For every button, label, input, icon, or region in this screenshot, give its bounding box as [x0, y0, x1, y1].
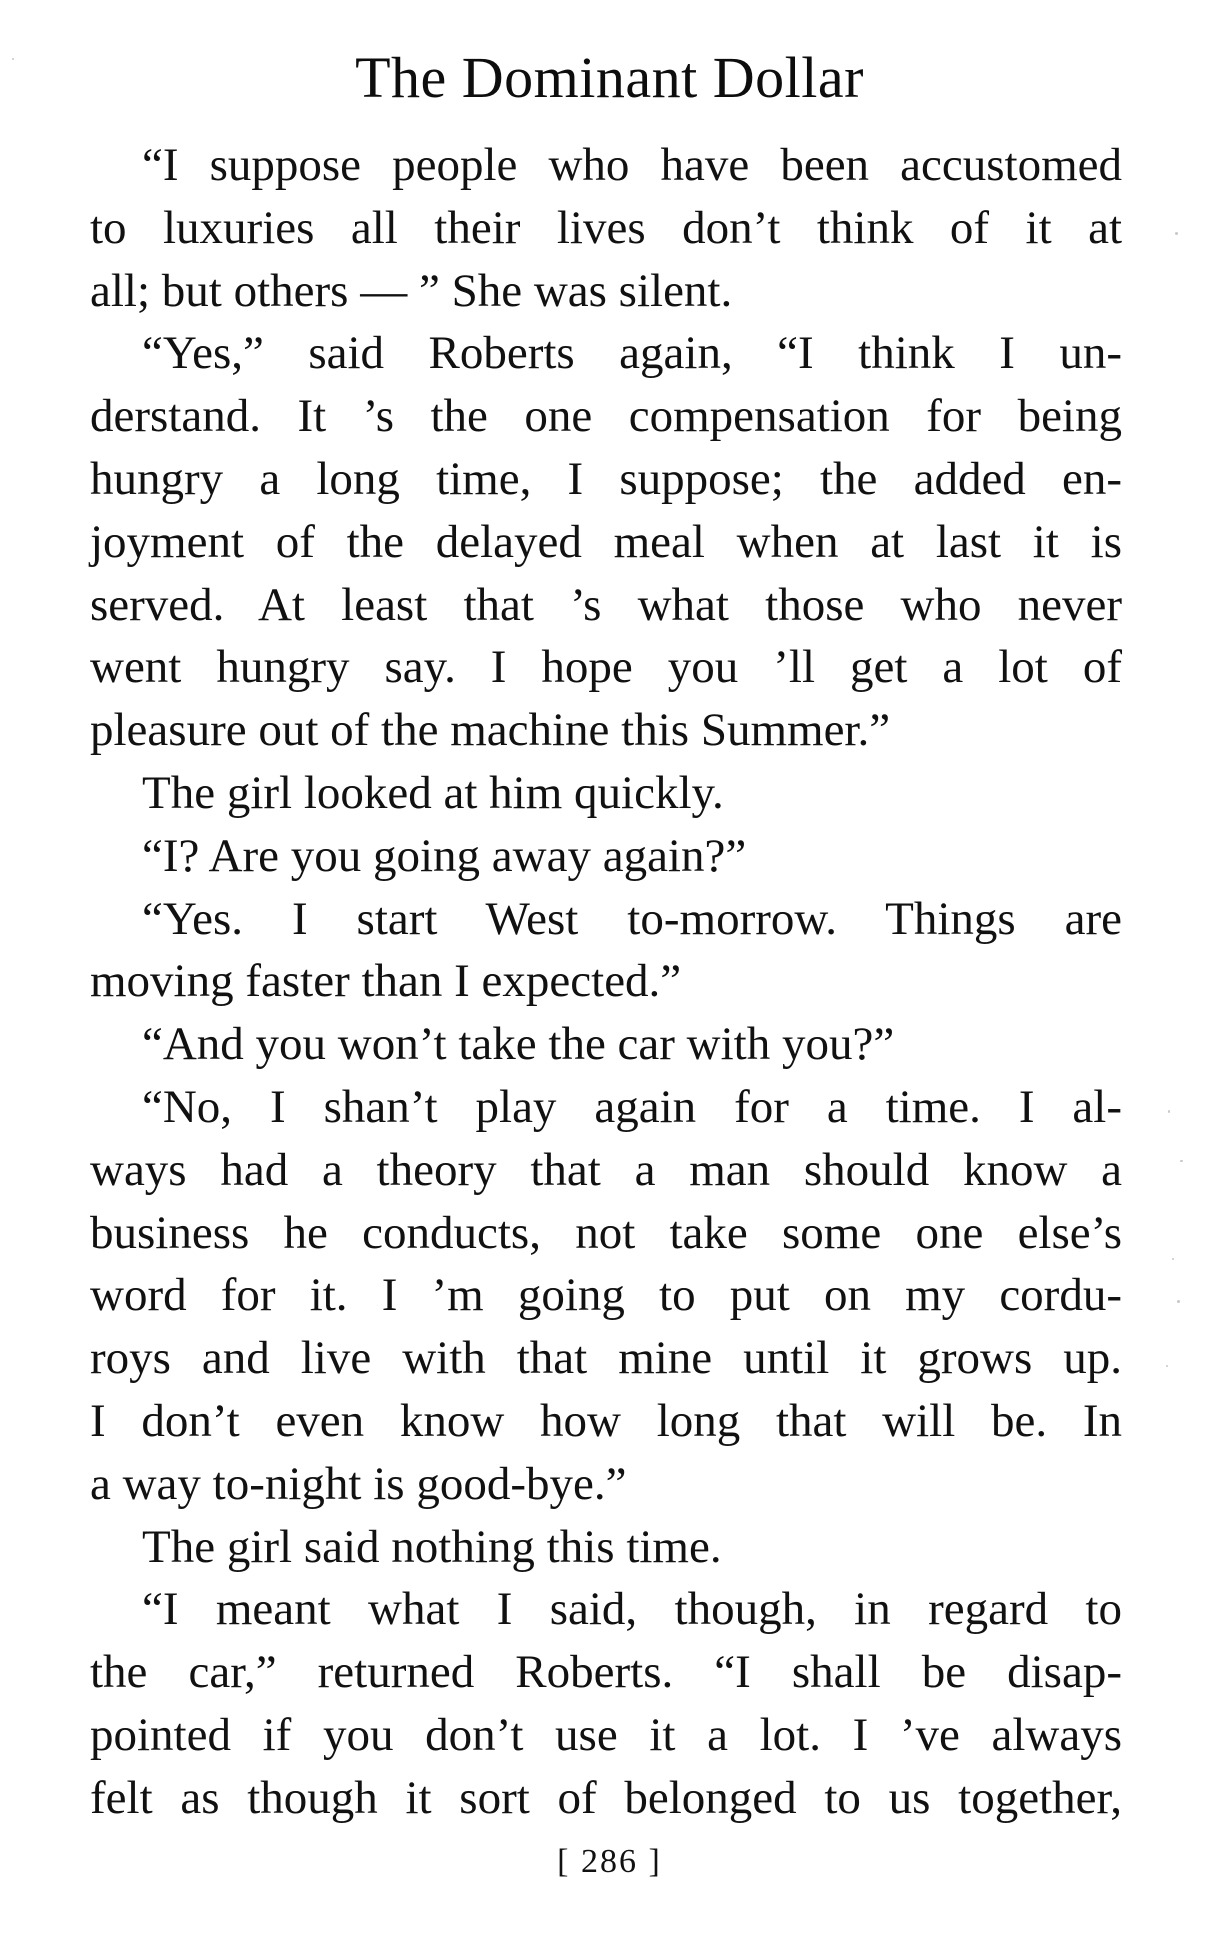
text-line: felt as though it sort of belonged to us together, — [90, 1771, 1122, 1824]
text-line: business he conducts, not take some one else’s — [90, 1206, 1122, 1259]
text-line: word for it. I ’m going to put on my cordu- — [90, 1269, 1122, 1322]
text-line: “I suppose people who have been accustomed — [142, 139, 1122, 191]
text-line: roys and live with that mine until it grows up. — [90, 1332, 1122, 1385]
scan-speck — [1177, 1300, 1180, 1303]
text-line: derstand. It ’s the one compensation for being — [90, 390, 1122, 443]
text-line: to luxuries all their lives don’t think of it at — [90, 201, 1122, 254]
text-line: “And you won’t take the car with you?” — [142, 1018, 895, 1071]
page-number: [ 286 ] — [557, 1843, 662, 1880]
text-line: The girl looked at him quickly. — [142, 766, 724, 819]
text-line: “I meant what I said, though, in regard to — [142, 1583, 1122, 1636]
text-line: “I? Are you going away again?” — [142, 829, 747, 882]
text-line: went hungry say. I hope you ’ll get a lot of — [90, 641, 1122, 694]
scan-speck — [12, 58, 14, 60]
text-line: The girl said nothing this time. — [142, 1520, 722, 1573]
scan-speck — [1175, 232, 1178, 235]
scan-speck — [1172, 1258, 1174, 1260]
scan-speck — [1166, 1365, 1168, 1367]
text-line: “Yes. I start West to-morrow. Things are — [142, 892, 1122, 945]
text-line: hungry a long time, I suppose; the added en- — [90, 452, 1122, 505]
text-line: the car,” returned Roberts. “I shall be disap- — [90, 1646, 1122, 1699]
text-line: all; but others — ” She was silent. — [90, 264, 733, 317]
text-line: pointed if you don’t use it a lot. I ’ve always — [90, 1708, 1122, 1761]
text-line: “Yes,” said Roberts again, “I think I un- — [142, 327, 1122, 380]
text-line: “No, I shan’t play again for a time. I al- — [142, 1080, 1122, 1133]
text-line: a way to-night is good-bye.” — [90, 1457, 627, 1510]
text-line: pleasure out of the machine this Summer.” — [90, 704, 891, 757]
text-line: joyment of the delayed meal when at last it is — [90, 515, 1122, 568]
text-line: ways had a theory that a man should know a — [90, 1143, 1122, 1196]
scan-speck — [1168, 1110, 1170, 1113]
text-line: moving faster than I expected.” — [90, 955, 682, 1008]
text-line: served. At least that ’s what those who never — [90, 578, 1122, 631]
body-text — [90, 134, 1122, 1830]
scan-speck — [1180, 1160, 1183, 1162]
running-head: The Dominant Dollar — [355, 45, 864, 110]
text-line: I don’t even know how long that will be. In — [90, 1394, 1122, 1447]
